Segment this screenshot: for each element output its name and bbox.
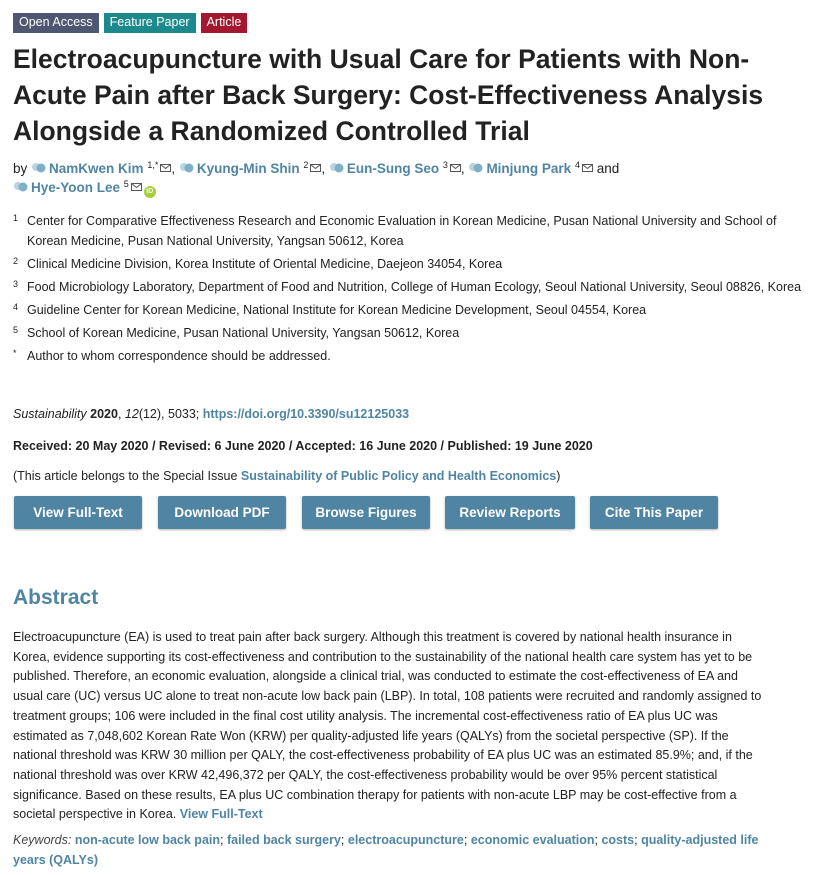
by-label: by bbox=[13, 161, 28, 176]
and-label: and bbox=[596, 161, 620, 176]
envelope-icon[interactable] bbox=[160, 164, 171, 172]
author-name[interactable]: NamKwen Kim bbox=[49, 161, 144, 176]
keywords: Keywords: non-acute low back pain; failed back surgery; electroacupuncture; economic evaluation; costs; quality-adjusted life years (QALYs) bbox=[13, 833, 759, 867]
keyword-link[interactable]: failed back surgery bbox=[226, 833, 341, 847]
author-affiliation-ref: 5 bbox=[123, 179, 129, 189]
author-name[interactable]: Minjung Park bbox=[486, 161, 572, 176]
envelope-icon[interactable] bbox=[131, 183, 142, 191]
affiliation bbox=[13, 323, 803, 343]
affiliation-text: Guideline Center for Korean Medicine, National Institute for Korean Medicine Development, Seoul 04554, Korea bbox=[27, 303, 647, 317]
cite-this-paper-button[interactable]: Cite This Paper bbox=[590, 496, 718, 529]
article-badges bbox=[13, 13, 247, 33]
author-name[interactable]: Hye-Yoon Lee bbox=[31, 180, 121, 195]
author[interactable] bbox=[31, 161, 147, 176]
citation-article: , 5033; bbox=[161, 407, 203, 421]
publication-dates: Received: 20 May 2020 / Revised: 6 June 2020 / Accepted: 16 June 2020 / Published: 19 June 2020 bbox=[13, 439, 593, 453]
keyword-link[interactable]: costs bbox=[601, 833, 635, 847]
affiliation-text: Author to whom correspondence should be addressed. bbox=[27, 349, 331, 363]
affiliation bbox=[13, 277, 803, 297]
envelope-icon[interactable] bbox=[450, 164, 461, 172]
special-issue-suffix: ) bbox=[556, 469, 561, 483]
affiliation-number: * bbox=[13, 348, 17, 358]
citation-year: 2020 bbox=[90, 407, 118, 421]
journal-name: Sustainability bbox=[13, 407, 87, 421]
browse-figures-button[interactable]: Browse Figures bbox=[302, 496, 430, 529]
author[interactable] bbox=[468, 161, 575, 176]
author[interactable] bbox=[13, 180, 124, 195]
affiliation-number: 1 bbox=[13, 213, 19, 223]
author-name[interactable]: Kyung-Min Shin bbox=[196, 161, 300, 176]
citation-volume: 12 bbox=[124, 407, 139, 421]
envelope-icon[interactable] bbox=[582, 164, 593, 172]
affiliations bbox=[13, 211, 803, 369]
author-list: by NamKwen Kim $^{1,*}$ , Kyung-Min Shin $^2$ , Eun-Sung Seo $^3$ , Minjung Park $^4$ and Hye-Yoon Lee $^5$iD bbox=[13, 159, 803, 198]
abstract-heading: Abstract bbox=[13, 586, 99, 609]
affiliation-number: 5 bbox=[13, 325, 19, 335]
affiliation-text: Food Microbiology Laboratory, Department of Food and Nutrition, College of Human Ecology, Seoul National University, Seoul 08826, Korea bbox=[27, 280, 802, 294]
author[interactable] bbox=[329, 161, 443, 176]
keyword-link[interactable]: quality-adjusted life years (QALYs) bbox=[13, 833, 759, 867]
special-issue-prefix: (This article belongs to the Special Issue bbox=[13, 469, 241, 483]
person-icon bbox=[31, 162, 46, 175]
affiliation bbox=[13, 211, 803, 251]
author-affiliation-ref: 1,* bbox=[147, 160, 159, 170]
action-buttons bbox=[14, 496, 718, 529]
affiliation bbox=[13, 346, 803, 366]
affiliation-number: 3 bbox=[13, 279, 19, 289]
envelope-icon[interactable] bbox=[310, 164, 321, 172]
keyword-link[interactable]: electroacupuncture bbox=[347, 833, 464, 847]
person-icon bbox=[468, 162, 483, 175]
view-full-text-button[interactable]: View Full-Text bbox=[14, 496, 142, 529]
orcid-icon[interactable]: iD bbox=[144, 186, 156, 198]
affiliation bbox=[13, 300, 803, 320]
citation-issue: (12) bbox=[138, 407, 162, 421]
author-affiliation-ref: 2 bbox=[303, 160, 309, 170]
keyword-link[interactable]: economic evaluation bbox=[470, 833, 595, 847]
person-icon bbox=[179, 162, 194, 175]
abstract-body bbox=[13, 628, 771, 825]
special-issue-note bbox=[13, 466, 560, 486]
keyword-link[interactable]: non-acute low back pain bbox=[74, 833, 221, 847]
keywords-label: Keywords: bbox=[13, 833, 72, 847]
article-title: Electroacupuncture with Usual Care for Patients with Non-Acute Pain after Back Surgery: Cost-Effectiveness Analysis Alongside a Randomized Controlled Trial bbox=[13, 44, 764, 146]
affiliation-text: School of Korean Medicine, Pusan National University, Yangsan 50612, Korea bbox=[27, 326, 460, 340]
author-affiliation-ref: 3 bbox=[442, 160, 448, 170]
affiliation-number: 2 bbox=[13, 256, 19, 266]
affiliation bbox=[13, 254, 803, 274]
affiliation-text: Center for Comparative Effectiveness Research and Economic Evaluation in Korean Medicine, Pusan National University and School of Korean Medicine, Pusan National University, Yangsan 50612, Korea bbox=[27, 214, 777, 248]
affiliation-number: 4 bbox=[13, 302, 19, 312]
special-issue-link[interactable]: Sustainability of Public Policy and Health Economics bbox=[240, 469, 557, 483]
person-icon bbox=[13, 181, 28, 194]
review-reports-button[interactable]: Review Reports bbox=[445, 496, 575, 529]
affiliation-text: Clinical Medicine Division, Korea Institute of Oriental Medicine, Daejeon 34054, Korea bbox=[27, 257, 503, 271]
author-name[interactable]: Eun-Sung Seo bbox=[346, 161, 440, 176]
feature-paper-badge[interactable]: Feature Paper bbox=[104, 13, 196, 33]
author-affiliation-ref: 4 bbox=[574, 160, 580, 170]
open-access-badge[interactable]: Open Access bbox=[13, 13, 99, 33]
person-icon bbox=[329, 162, 344, 175]
abstract-view-full-text-link[interactable]: View Full-Text bbox=[179, 807, 263, 822]
download-pdf-button[interactable]: Download PDF bbox=[158, 496, 286, 529]
author[interactable] bbox=[179, 161, 304, 176]
citation-line: Sustainability 2020, 12(12), 5033; https://doi.org/10.3390/su12125033 bbox=[13, 407, 410, 421]
abstract-text: Electroacupuncture (EA) is used to treat pain after back surgery. Although this treatment is covered by national health insurance in Korea, evidence supporting its cost-effectiveness and contribution to the sustainability of the national health care system has yet to be published. Therefore, an economic evaluation, alongside a clinical trial, was conducted to estimate the cost-effectiveness of EA and usual care (UC) versus UC alone to treat non-acute low back pain (LBP). In total, 108 patients were recruited and randomly assigned to treatment groups; 106 were included in the final cost utility analysis. The incremental cost-effectiveness ratio of EA plus UC was estimated as 7,048,602 Korean Rate Won (KRW) per quality-adjusted life years (QALYs) from the societal perspective (SP). If the national threshold was KRW 30 million per QALY, the cost-effectiveness probability of EA plus UC was an estimated 85.9%; and, if the national threshold was over KRW 42,496,372 per QALY, the cost-effectiveness probability would be over 95% percent statistical significance. Based on these results, EA plus UC combination therapy for patients with non-acute LBP may be cost-effective from a societal perspective in Korea. bbox=[13, 630, 762, 822]
article-type-badge: Article bbox=[201, 13, 248, 33]
doi-link[interactable]: https://doi.org/10.3390/su12125033 bbox=[202, 407, 410, 421]
